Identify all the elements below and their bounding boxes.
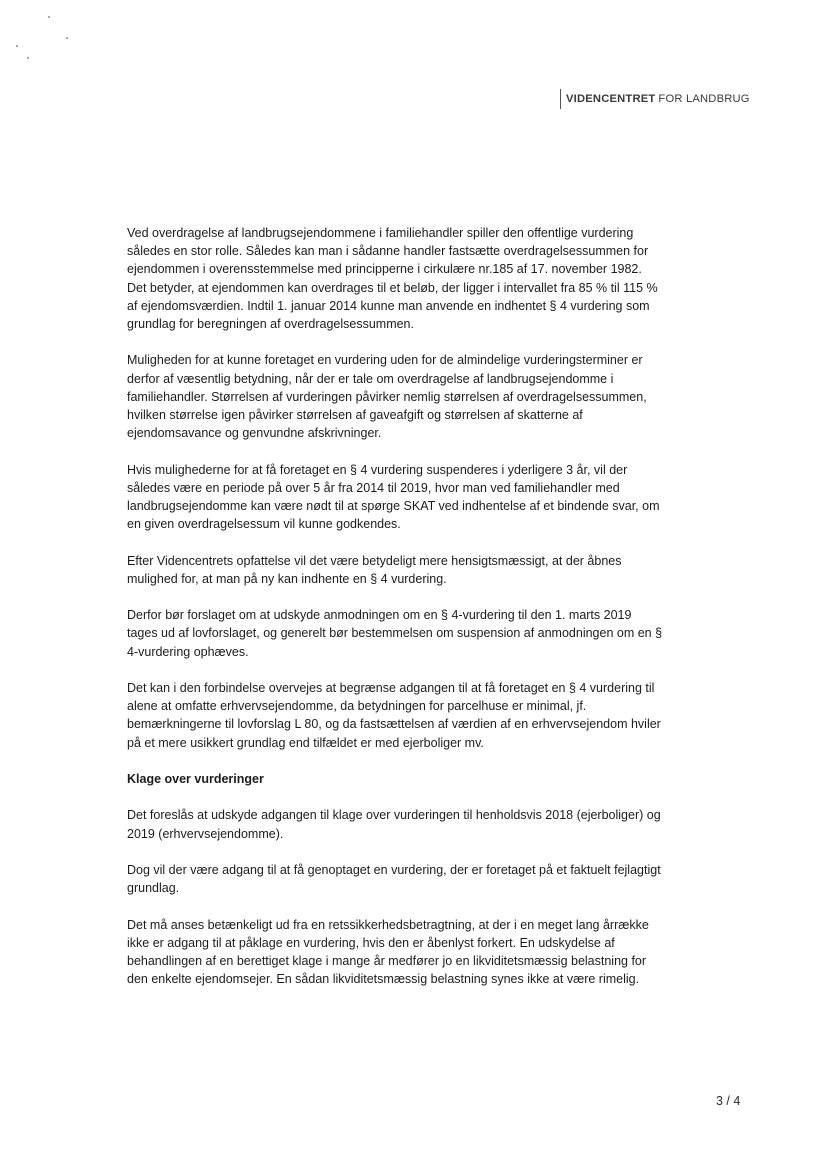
scan-speck: [27, 57, 29, 59]
body-paragraph: Ved overdragelse af landbrugsejendommene i familiehandler spiller den offentlige vurdering således en stor rolle. Således kan man i sådanne handler fastsætte overdragelsessummen for ejendommen i overensstemmelse med principperne i cirkulære nr.185 af 17. november 1982. Det betyder, at ejendommen kan overdrages til et beløb, der ligger i intervallet fra 85 % til 115 % af ejendomsværdien. Indtil 1. januar 2014 kunne man anvende en indhentet § 4 vurdering som grundlag for beregningen af overdragelsessummen.: [127, 226, 658, 332]
body-paragraph: Det må anses betænkeligt ud fra en retssikkerhedsbetragtning, at der i en meget lang årrække ikke er adgang til at påklage en vurdering, hvis den er åbenlyst forkert. En udskydelse af behandlingen af en berettiget klage i mange år medfører jo en likviditetsmæssig belastning for den enkelte ejendomsejer. En sådan likviditetsmæssig belastning synes ikke at være rimelig.: [127, 917, 649, 987]
body-paragraph: Muligheden for at kunne foretaget en vurdering uden for de almindelige vurderingsterminer er derfor af væsentlig betydning, når der er tale om overdragelse af landbrugsejendomme i familiehandler. Størrelsen af vurderingen påvirker nemlig størrelsen af overdragelsessummen, hvilken størrelse igen påvirker størrelsen af gaveafgift og størrelsen af skatterne af ejendomsavance og genvundne afskrivninger.: [127, 353, 647, 441]
letterhead: [560, 89, 750, 109]
body-paragraph: Efter Videncentrets opfattelse vil det være betydeligt mere hensigtsmæssigt, at der åbnes mulighed for, at man på ny kan indhente en § 4 vurdering.: [127, 553, 622, 586]
section-heading: Klage over vurderinger: [127, 772, 264, 786]
letterhead-brand: VIDENCENTRET: [566, 93, 656, 105]
body-paragraph: Det kan i den forbindelse overvejes at begrænse adgangen til at få foretaget en § 4 vurdering til alene at omfatte erhvervsejendomme, da betydningen for parcelhuse er minimal, jf. bemærkningerne til lovforslag L 80, og da fastsættelsen af værdien af en erhvervsejendom hviler på et mere usikkert grundlag end tilfældet er med ejerboliger mv.: [127, 681, 661, 750]
body-paragraph: Det foreslås at udskyde adgangen til klage over vurderingen til henholdsvis 2018 (ejerboliger) og 2019 (erhvervsejendomme).: [127, 808, 661, 841]
letterhead-brand-suffix: FOR LANDBRUG: [658, 93, 750, 105]
scan-specks: [14, 10, 74, 70]
body-paragraph: Derfor bør forslaget om at udskyde anmodningen om en § 4-vurdering til den 1. marts 2019 tages ud af lovforslaget, og generelt bør bestemmelsen om suspension af anmodningen om en § 4-vurdering ophæves.: [127, 608, 663, 659]
scan-speck: [48, 16, 50, 18]
body-paragraph: Dog vil der være adgang til at få genoptaget en vurdering, der er foretaget på et faktuelt fejlagtigt grundlag.: [127, 862, 661, 896]
body-paragraph: Hvis mulighederne for at få foretaget en § 4 vurdering suspenderes i yderligere 3 år, vil der således være en periode på over 5 år fra 2014 til 2019, hvor man ved familiehandler med landbrugsejendomme kan være nødt til at spørge SKAT ved indhentelse af et bindende svar, om en given overdragelsessum vil kunne godkendes.: [127, 462, 660, 532]
scan-speck: [66, 37, 68, 39]
document-body: [127, 224, 663, 1007]
page-number: 3 / 4: [716, 1094, 741, 1108]
scan-speck: [16, 45, 18, 47]
